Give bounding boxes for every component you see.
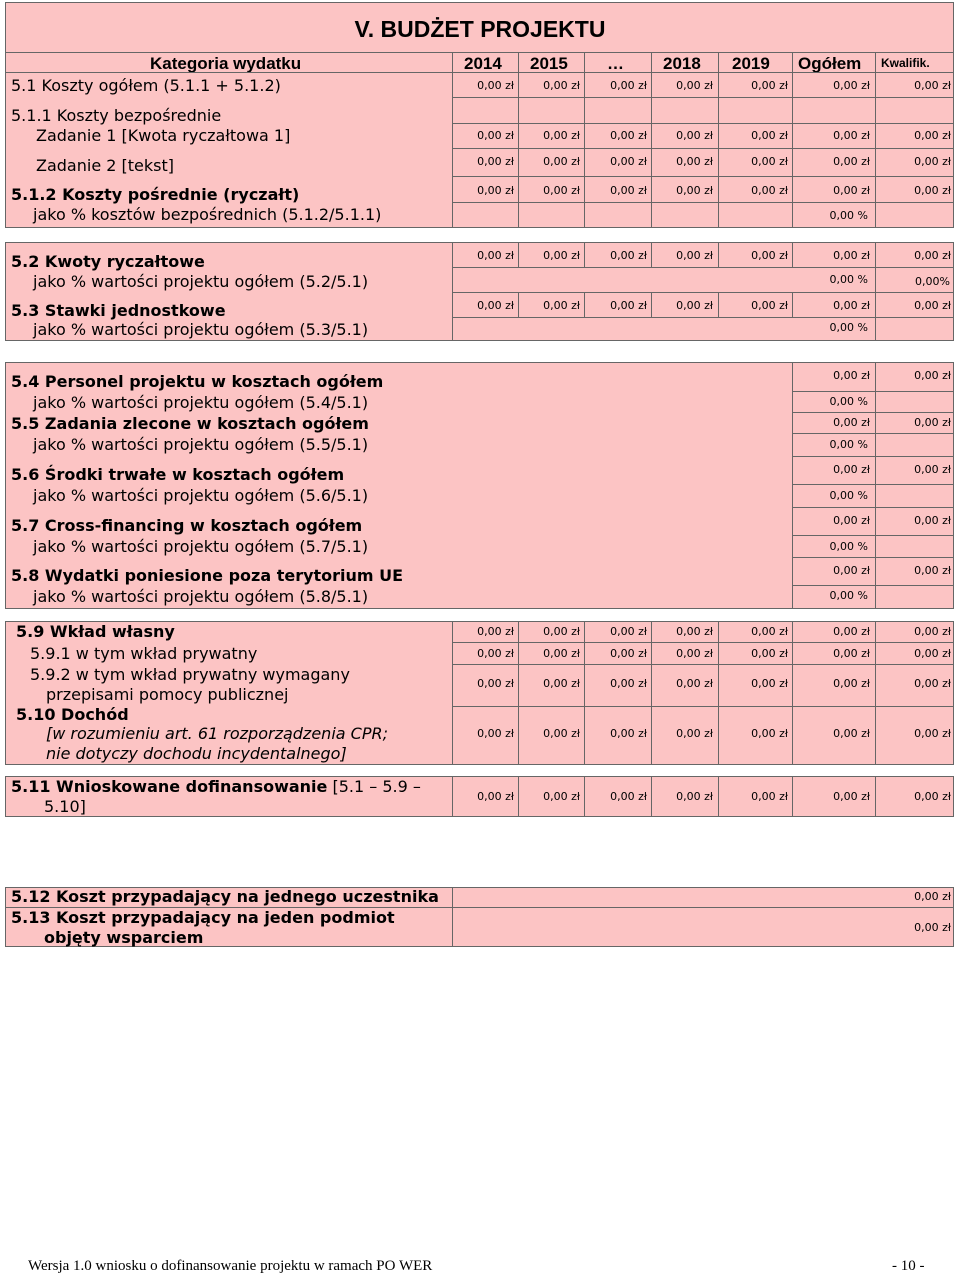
row-label: jako % wartości projektu ogółem (5.2/5.1) (33, 272, 369, 291)
value-cell: 0,00 zł (751, 625, 788, 638)
value-cell: 0,00 zł (751, 647, 788, 660)
value-cell: 0,00 zł (833, 79, 870, 92)
row-label: jako % wartości projektu ogółem (5.6/5.1) (33, 486, 369, 505)
value-cell: 0,00 zł (833, 514, 870, 527)
value-cell: 0,00 zł (477, 647, 514, 660)
page-number: - 10 - (892, 1258, 925, 1274)
cell-divider (792, 362, 793, 609)
divider (5, 52, 954, 53)
cell-divider (875, 317, 876, 341)
value-cell: 0,00 zł (610, 129, 647, 142)
cell-divider (452, 776, 453, 817)
header-year-2018: 2018 (663, 54, 701, 73)
row-label: Zadanie 1 [Kwota ryczałtowa 1] (36, 126, 291, 145)
value-cell: 0,00 zł (610, 249, 647, 262)
header-category: Kategoria wydatku (150, 54, 302, 73)
value-cell: 0,00 zł (914, 416, 951, 429)
row-label: 5.10 Dochód (16, 705, 129, 724)
percent-cell: 0,00 % (829, 209, 868, 222)
value-cell: 0,00 zł (751, 677, 788, 690)
row-label: 5.9.1 w tym wkład prywatny (30, 644, 258, 663)
row-divider (452, 267, 954, 268)
value-cell: 0,00 zł (914, 727, 951, 740)
percent-cell: 0,00 % (829, 489, 868, 502)
row-label: nie dotyczy dochodu incydentalnego] (46, 744, 347, 763)
value-cell: 0,00 zł (610, 79, 647, 92)
row-label: 5.12 Koszt przypadający na jednego uczestnika (11, 887, 439, 906)
value-cell: 0,00 zł (676, 647, 713, 660)
row-divider (792, 507, 954, 508)
value-cell: 0,00 zł (676, 184, 713, 197)
value-cell: 0,00 zł (914, 514, 951, 527)
header-qualif: Kwalifik. (881, 56, 930, 70)
page-title: V. BUDŻET PROJEKTU (354, 16, 606, 42)
value-cell: 0,00 zł (543, 677, 580, 690)
cell-divider (875, 292, 876, 317)
cell-divider (718, 776, 719, 817)
percent-cell: 0,00 % (829, 395, 868, 408)
value-cell: 0,00 zł (914, 790, 951, 803)
value-cell: 0,00 zł (676, 79, 713, 92)
value-cell: 0,00 zł (751, 155, 788, 168)
value-cell: 0,00 zł (676, 155, 713, 168)
cell-divider (792, 776, 793, 817)
row-label: 5.1 Koszty ogółem (5.1.1 + 5.1.2) (11, 76, 281, 95)
value-cell: 0,00 zł (610, 299, 647, 312)
value-cell: 0,00 zł (751, 249, 788, 262)
value-cell: 0,00 zł (914, 184, 951, 197)
value-cell: 0,00 zł (751, 79, 788, 92)
cell-divider (875, 776, 876, 817)
value-cell: 0,00 zł (676, 299, 713, 312)
row-divider (452, 176, 954, 177)
value-cell: 0,00 zł (833, 625, 870, 638)
row-divider (792, 484, 954, 485)
percent-cell: 0,00 % (829, 540, 868, 553)
row-divider (792, 456, 954, 457)
value-cell: 0,00 zł (477, 727, 514, 740)
value-cell: 0,00 zł (543, 184, 580, 197)
row-label: 5.10] (44, 797, 86, 816)
cell-divider (651, 292, 652, 317)
cell-divider (651, 776, 652, 817)
row-label: jako % wartości projektu ogółem (5.7/5.1) (33, 537, 369, 556)
row-divider (792, 557, 954, 558)
cell-divider (584, 242, 585, 267)
row-label: 5.2 Kwoty ryczałtowe (11, 252, 205, 271)
row-label: 5.4 Personel projektu w kosztach ogółem (11, 372, 384, 391)
row-label: 5.7 Cross-financing w kosztach ogółem (11, 516, 363, 535)
value-cell: 0,00 zł (610, 790, 647, 803)
row-divider (5, 907, 954, 908)
row-label: 5.3 Stawki jednostkowe (11, 301, 226, 320)
value-cell: 0,00 zł (676, 790, 713, 803)
value-cell: 0,00 zł (543, 299, 580, 312)
row-label: 5.9 Wkład własny (16, 622, 175, 641)
row-label: 5.1.2 Koszty pośrednie (ryczałt) (11, 185, 300, 204)
value-cell: 0,00 zł (751, 727, 788, 740)
cell-divider (584, 292, 585, 317)
row-label: 5.5 Zadania zlecone w kosztach ogółem (11, 414, 369, 433)
row-divider (452, 97, 954, 98)
row-divider (452, 292, 954, 293)
percent-cell: 0,00 % (829, 273, 868, 286)
row-label: jako % wartości projektu ogółem (5.4/5.1) (33, 393, 369, 412)
row-label: przepisami pomocy publicznej (46, 685, 289, 704)
value-cell: 0,00 zł (477, 184, 514, 197)
row-label: jako % wartości projektu ogółem (5.5/5.1) (33, 435, 369, 454)
value-cell: 0,00 zł (477, 677, 514, 690)
value-cell: 0,00 zł (676, 625, 713, 638)
value-cell: 0,00 zł (751, 299, 788, 312)
value-cell: 0,00 zł (543, 129, 580, 142)
value-cell: 0,00 zł (543, 727, 580, 740)
row-divider (5, 72, 954, 73)
value-cell: 0,00 zł (833, 564, 870, 577)
value-cell: 0,00 zł (477, 790, 514, 803)
value-cell: 0,00 zł (833, 677, 870, 690)
value-cell: 0,00 zł (914, 79, 951, 92)
value-cell: 0,00 zł (833, 727, 870, 740)
value-cell: 0,00 zł (833, 155, 870, 168)
value-cell: 0,00 zł (543, 155, 580, 168)
cell-divider (452, 242, 453, 267)
row-label: jako % wartości projektu ogółem (5.8/5.1) (33, 587, 369, 606)
cell-divider (875, 242, 876, 267)
cell-divider (518, 242, 519, 267)
value-cell: 0,00 zł (833, 416, 870, 429)
value-cell: 0,00 zł (914, 369, 951, 382)
value-cell: 0,00 zł (751, 184, 788, 197)
value-cell: 0,00 zł (914, 921, 951, 934)
cell-divider (875, 267, 876, 292)
value-cell: 0,00 zł (833, 129, 870, 142)
value-cell: 0,00 zł (543, 625, 580, 638)
row-label: jako % wartości projektu ogółem (5.3/5.1) (33, 320, 369, 339)
cell-divider (792, 292, 793, 317)
cell-divider (792, 242, 793, 267)
value-cell: 0,00 zł (543, 790, 580, 803)
row-divider (452, 642, 954, 643)
cell-divider (452, 292, 453, 317)
value-cell: 0,00 zł (914, 677, 951, 690)
row-divider (792, 391, 954, 392)
value-cell: 0,00 zł (914, 647, 951, 660)
value-cell: 0,00 zł (610, 184, 647, 197)
value-cell: 0,00 zł (676, 129, 713, 142)
value-cell: 0,00 zł (914, 564, 951, 577)
footer-version: Wersja 1.0 wniosku o dofinansowanie projektu w ramach PO WER (28, 1258, 433, 1274)
value-cell: 0,00 zł (610, 625, 647, 638)
value-cell: 0,00 zł (477, 129, 514, 142)
row-divider (452, 148, 954, 149)
percent-cell: 0,00 % (829, 438, 868, 451)
row-label: [w rozumieniu art. 61 rozporządzenia CPR; (46, 724, 388, 743)
row-label: 5.1.1 Koszty bezpośrednie (11, 106, 222, 125)
cell-divider (718, 242, 719, 267)
row-divider (452, 202, 954, 203)
row-label: 5.13 Koszt przypadający na jeden podmiot (11, 908, 395, 927)
row-divider (792, 535, 954, 536)
value-cell: 0,00 zł (833, 299, 870, 312)
row-divider (452, 706, 954, 707)
value-cell: 0,00 zł (914, 129, 951, 142)
row-label: jako % kosztów bezpośrednich (5.1.2/5.1.1) (33, 205, 382, 224)
cell-divider (718, 292, 719, 317)
value-cell: 0,00 zł (676, 677, 713, 690)
row-label: objęty wsparciem (44, 928, 204, 947)
cell-divider (518, 776, 519, 817)
value-cell: 0,00 zł (676, 727, 713, 740)
value-cell: 0,00 zł (833, 647, 870, 660)
row-divider (792, 585, 954, 586)
value-cell: 0,00 zł (751, 129, 788, 142)
cell-divider (584, 776, 585, 817)
row-label: 5.11 Wnioskowane dofinansowanie [5.1 – 5.9 – (11, 777, 421, 796)
value-cell: 0,00 zł (751, 790, 788, 803)
header-year-ellipsis: … (607, 54, 624, 73)
percent-cell: 0,00 % (829, 589, 868, 602)
row-divider (452, 317, 954, 318)
value-cell: 0,00 zł (477, 299, 514, 312)
value-cell: 0,00 zł (833, 184, 870, 197)
row-label: 5.6 Środki trwałe w kosztach ogółem (11, 465, 345, 484)
row-label: 5.9.2 w tym wkład prywatny wymagany (30, 665, 350, 684)
row-label: Zadanie 2 [tekst] (36, 156, 174, 175)
value-cell: 0,00 zł (477, 625, 514, 638)
value-cell: 0,00 zł (833, 249, 870, 262)
cell-divider (875, 362, 876, 609)
value-cell: 0,00 zł (833, 369, 870, 382)
cell-divider (518, 292, 519, 317)
cell-divider (452, 887, 453, 947)
row-divider (792, 412, 954, 413)
value-cell: 0,00 zł (914, 625, 951, 638)
value-cell: 0,00 zł (833, 790, 870, 803)
percent-cell: 0,00 % (829, 321, 868, 334)
value-cell: 0,00 zł (914, 890, 951, 903)
value-cell: 0,00 zł (610, 647, 647, 660)
header-year-2015: 2015 (530, 54, 568, 73)
value-cell: 0,00 zł (543, 249, 580, 262)
header-total: Ogółem (798, 54, 862, 73)
value-cell: 0,00 zł (477, 79, 514, 92)
value-cell: 0,00 zł (914, 463, 951, 476)
row-divider (452, 123, 954, 124)
header-year-2014: 2014 (464, 54, 502, 73)
value-cell: 0,00 zł (477, 249, 514, 262)
value-cell: 0,00 zł (610, 727, 647, 740)
value-cell: 0,00 zł (610, 677, 647, 690)
row-label: 5.8 Wydatki poniesione poza terytorium UE (11, 566, 404, 585)
value-cell: 0,00 zł (676, 249, 713, 262)
value-cell: 0,00 zł (914, 249, 951, 262)
row-divider (792, 433, 954, 434)
value-cell: 0,00 zł (543, 647, 580, 660)
value-cell: 0,00 zł (833, 463, 870, 476)
value-cell: 0,00 zł (477, 155, 514, 168)
header-year-2019: 2019 (732, 54, 770, 73)
value-cell: 0,00 zł (543, 79, 580, 92)
row-divider (452, 664, 954, 665)
value-cell: 0,00 zł (914, 299, 951, 312)
value-cell: 0,00 zł (610, 155, 647, 168)
percent-cell: 0,00% (915, 275, 950, 288)
value-cell: 0,00 zł (914, 155, 951, 168)
cell-divider (651, 242, 652, 267)
